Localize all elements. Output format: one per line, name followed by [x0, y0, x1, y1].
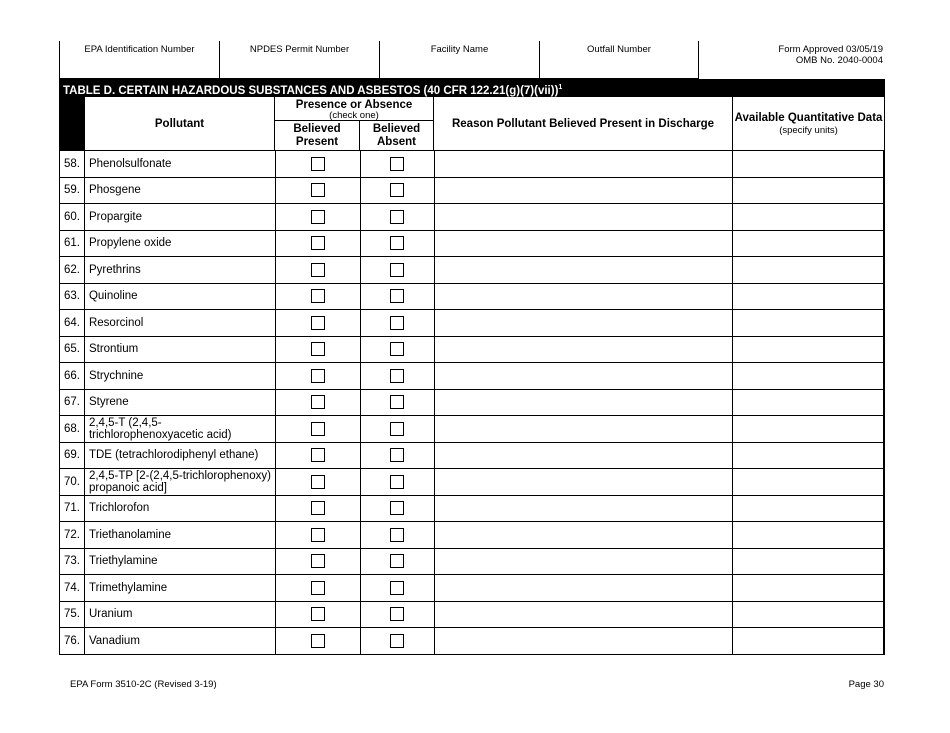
quantitative-data-field[interactable] — [733, 628, 885, 654]
reason-field[interactable] — [435, 284, 734, 310]
believed-absent-checkbox[interactable] — [390, 475, 404, 489]
believed-absent-checkbox[interactable] — [390, 342, 404, 356]
believed-absent-checkbox[interactable] — [390, 607, 404, 621]
believed-present-cell — [276, 390, 361, 416]
believed-absent-checkbox[interactable] — [390, 157, 404, 171]
table-row — [60, 390, 885, 417]
footer-page-number: Page 30 — [848, 679, 884, 690]
table-row — [60, 337, 885, 364]
believed-absent-checkbox[interactable] — [390, 501, 404, 515]
quantitative-data-field[interactable] — [733, 602, 885, 628]
believed-absent-cell — [361, 151, 435, 177]
believed-present-checkbox[interactable] — [311, 554, 325, 568]
quantitative-data-field[interactable] — [733, 151, 885, 177]
row-number: 74. — [60, 575, 85, 601]
table-row — [60, 231, 885, 258]
pollutant-name: Quinoline — [85, 284, 276, 310]
pollutant-name: 2,4,5-TP [2-(2,4,5-trichlorophenoxy) propanoic acid] — [85, 469, 276, 495]
quantitative-data-field[interactable] — [733, 231, 885, 257]
believed-absent-checkbox[interactable] — [390, 395, 404, 409]
quantitative-data-field[interactable] — [733, 549, 885, 575]
quantitative-data-field[interactable] — [733, 310, 885, 336]
table-row — [60, 496, 885, 523]
believed-absent-cell — [361, 204, 435, 230]
row-number: 58. — [60, 151, 85, 177]
pollutant-name: Phenolsulfonate — [85, 151, 276, 177]
pollutant-name: Uranium — [85, 602, 276, 628]
header-presence: Presence or Absence (check one) — [275, 97, 434, 121]
believed-absent-cell — [361, 363, 435, 389]
believed-absent-checkbox[interactable] — [390, 316, 404, 330]
table-header — [59, 97, 885, 151]
row-number: 59. — [60, 178, 85, 204]
believed-absent-cell — [361, 443, 435, 469]
table-row — [60, 469, 885, 496]
row-number: 64. — [60, 310, 85, 336]
believed-present-cell — [276, 363, 361, 389]
pollutant-name: Trichlorofon — [85, 496, 276, 522]
believed-absent-cell — [361, 390, 435, 416]
pollutant-name: 2,4,5-T (2,4,5-trichlorophenoxyacetic acid) — [85, 416, 276, 442]
believed-present-checkbox[interactable] — [311, 395, 325, 409]
row-number: 73. — [60, 549, 85, 575]
reason-field[interactable] — [435, 363, 734, 389]
believed-present-cell — [276, 204, 361, 230]
title-footnote: 1 — [558, 84, 563, 91]
believed-present-checkbox[interactable] — [311, 263, 325, 277]
pollutant-name: Triethanolamine — [85, 522, 276, 548]
quantitative-data-field[interactable] — [733, 443, 885, 469]
pollutant-name: Propylene oxide — [85, 231, 276, 257]
believed-absent-checkbox[interactable] — [390, 528, 404, 542]
believed-absent-cell — [361, 628, 435, 654]
quantitative-data-field[interactable] — [733, 496, 885, 522]
footer-form-name: EPA Form 3510-2C (Revised 3-19) — [70, 679, 217, 690]
table-row — [60, 443, 885, 470]
npdes-field[interactable] — [219, 41, 379, 79]
reason-field[interactable] — [435, 416, 734, 442]
pollutant-name: Pyrethrins — [85, 257, 276, 283]
pollutant-name: Propargite — [85, 204, 276, 230]
quantitative-data-field[interactable] — [733, 363, 885, 389]
believed-absent-cell — [361, 602, 435, 628]
believed-present-cell — [276, 284, 361, 310]
believed-absent-cell — [361, 575, 435, 601]
table-row — [60, 310, 885, 337]
header-pollutant: Pollutant — [85, 97, 275, 151]
believed-absent-cell — [361, 178, 435, 204]
table-row — [60, 416, 885, 443]
believed-present-cell — [276, 628, 361, 654]
believed-present-checkbox[interactable] — [311, 501, 325, 515]
believed-present-checkbox[interactable] — [311, 236, 325, 250]
form-header — [59, 41, 885, 79]
table-row — [60, 151, 885, 178]
believed-present-cell — [276, 337, 361, 363]
facility-field[interactable] — [379, 41, 539, 79]
believed-present-checkbox[interactable] — [311, 183, 325, 197]
table-body — [59, 151, 885, 655]
omb-info — [699, 41, 885, 79]
reason-field[interactable] — [435, 602, 734, 628]
reason-field[interactable] — [435, 337, 734, 363]
row-number: 62. — [60, 257, 85, 283]
row-number: 67. — [60, 390, 85, 416]
table-row — [60, 522, 885, 549]
header-believed-present: Believed Present — [275, 121, 360, 151]
believed-present-checkbox[interactable] — [311, 369, 325, 383]
row-number: 65. — [60, 337, 85, 363]
npdes-label: NPDES Permit Number — [249, 44, 350, 55]
believed-present-cell — [276, 469, 361, 495]
reason-field[interactable] — [435, 178, 734, 204]
believed-present-checkbox[interactable] — [311, 475, 325, 489]
believed-present-checkbox[interactable] — [311, 448, 325, 462]
believed-present-cell — [276, 257, 361, 283]
reason-field[interactable] — [435, 496, 734, 522]
believed-absent-cell — [361, 337, 435, 363]
row-number: 70. — [60, 469, 85, 495]
table-title: TABLE D. CERTAIN HAZARDOUS SUBSTANCES AND ASBESTOS (40 CFR 122.21(g)(7)(vii))$^1$ — [59, 79, 885, 97]
believed-present-checkbox[interactable] — [311, 528, 325, 542]
pollutant-name: Trimethylamine — [85, 575, 276, 601]
believed-absent-checkbox[interactable] — [390, 236, 404, 250]
row-number: 61. — [60, 231, 85, 257]
row-number: 71. — [60, 496, 85, 522]
table-row — [60, 284, 885, 311]
quantitative-data-field[interactable] — [733, 522, 885, 548]
believed-absent-checkbox[interactable] — [390, 369, 404, 383]
believed-absent-checkbox[interactable] — [390, 183, 404, 197]
reason-field[interactable] — [435, 231, 734, 257]
believed-absent-cell — [361, 469, 435, 495]
pollutant-name: TDE (tetrachlorodiphenyl ethane) — [85, 443, 276, 469]
quantitative-data-field[interactable] — [733, 416, 885, 442]
believed-present-checkbox[interactable] — [311, 210, 325, 224]
pollutant-name: Triethylamine — [85, 549, 276, 575]
believed-present-checkbox[interactable] — [311, 634, 325, 648]
pollutant-name: Styrene — [85, 390, 276, 416]
row-number: 76. — [60, 628, 85, 654]
reason-field[interactable] — [435, 310, 734, 336]
believed-absent-cell — [361, 496, 435, 522]
row-number: 75. — [60, 602, 85, 628]
table-row — [60, 204, 885, 231]
believed-present-checkbox[interactable] — [311, 316, 325, 330]
pollutant-name: Strychnine — [85, 363, 276, 389]
row-number: 66. — [60, 363, 85, 389]
outfall-label: Outfall Number — [587, 44, 651, 55]
row-number: 63. — [60, 284, 85, 310]
believed-present-cell — [276, 231, 361, 257]
believed-absent-checkbox[interactable] — [390, 210, 404, 224]
table-row — [60, 363, 885, 390]
believed-present-cell — [276, 549, 361, 575]
believed-absent-cell — [361, 522, 435, 548]
believed-present-checkbox[interactable] — [311, 289, 325, 303]
quantitative-data-field[interactable] — [733, 204, 885, 230]
reason-field[interactable] — [435, 151, 734, 177]
believed-absent-cell — [361, 284, 435, 310]
quantitative-data-field[interactable] — [733, 337, 885, 363]
reason-field[interactable] — [435, 204, 734, 230]
reason-field[interactable] — [435, 522, 734, 548]
pollutant-name: Resorcinol — [85, 310, 276, 336]
believed-present-cell — [276, 575, 361, 601]
quantitative-data-field[interactable] — [733, 257, 885, 283]
believed-absent-cell — [361, 416, 435, 442]
reason-field[interactable] — [435, 628, 734, 654]
believed-absent-checkbox[interactable] — [390, 554, 404, 568]
believed-present-cell — [276, 443, 361, 469]
header-reason: Reason Pollutant Believed Present in Discharge — [434, 97, 733, 151]
pollutant-name: Strontium — [85, 337, 276, 363]
header-believed-absent: Believed Absent — [360, 121, 434, 151]
row-number: 69. — [60, 443, 85, 469]
pollutant-name: Vanadium — [85, 628, 276, 654]
believed-present-cell — [276, 151, 361, 177]
omb-number: OMB No. 2040-0004 — [795, 55, 883, 66]
believed-present-checkbox[interactable] — [311, 342, 325, 356]
believed-absent-checkbox[interactable] — [390, 289, 404, 303]
reason-field[interactable] — [435, 390, 734, 416]
believed-absent-cell — [361, 231, 435, 257]
facility-label: Facility Name — [430, 44, 489, 55]
table-row — [60, 575, 885, 602]
believed-absent-cell — [361, 549, 435, 575]
reason-field[interactable] — [435, 549, 734, 575]
believed-present-cell — [276, 522, 361, 548]
believed-absent-cell — [361, 310, 435, 336]
reason-field[interactable] — [435, 469, 734, 495]
epa-id-label: EPA Identification Number — [84, 44, 195, 55]
table-row — [60, 602, 885, 629]
believed-absent-checkbox[interactable] — [390, 634, 404, 648]
pollutant-name: Phosgene — [85, 178, 276, 204]
believed-absent-checkbox[interactable] — [390, 422, 404, 436]
table-row — [60, 628, 885, 655]
quantitative-data-field[interactable] — [733, 390, 885, 416]
form-approved: Form Approved 03/05/19 — [778, 44, 883, 55]
believed-present-checkbox[interactable] — [311, 607, 325, 621]
believed-absent-checkbox[interactable] — [390, 581, 404, 595]
header-number-col — [59, 97, 85, 151]
reason-field[interactable] — [435, 443, 734, 469]
outfall-field[interactable] — [539, 41, 699, 79]
believed-present-cell — [276, 416, 361, 442]
believed-absent-checkbox[interactable] — [390, 263, 404, 277]
believed-present-checkbox[interactable] — [311, 581, 325, 595]
believed-present-cell — [276, 310, 361, 336]
believed-present-cell — [276, 496, 361, 522]
believed-absent-checkbox[interactable] — [390, 448, 404, 462]
header-available-data: Available Quantitative Data (specify units) — [733, 97, 885, 151]
reason-field[interactable] — [435, 575, 734, 601]
believed-present-cell — [276, 602, 361, 628]
quantitative-data-field[interactable] — [733, 469, 885, 495]
believed-absent-cell — [361, 257, 435, 283]
reason-field[interactable] — [435, 257, 734, 283]
table-row — [60, 178, 885, 205]
quantitative-data-field[interactable] — [733, 575, 885, 601]
table-row — [60, 549, 885, 576]
row-number: 72. — [60, 522, 85, 548]
quantitative-data-field[interactable] — [733, 284, 885, 310]
row-number: 68. — [60, 416, 85, 442]
believed-present-cell — [276, 178, 361, 204]
table-row — [60, 257, 885, 284]
epa-id-field[interactable] — [59, 41, 219, 79]
believed-present-checkbox[interactable] — [311, 422, 325, 436]
row-number: 60. — [60, 204, 85, 230]
quantitative-data-field[interactable] — [733, 178, 885, 204]
believed-present-checkbox[interactable] — [311, 157, 325, 171]
